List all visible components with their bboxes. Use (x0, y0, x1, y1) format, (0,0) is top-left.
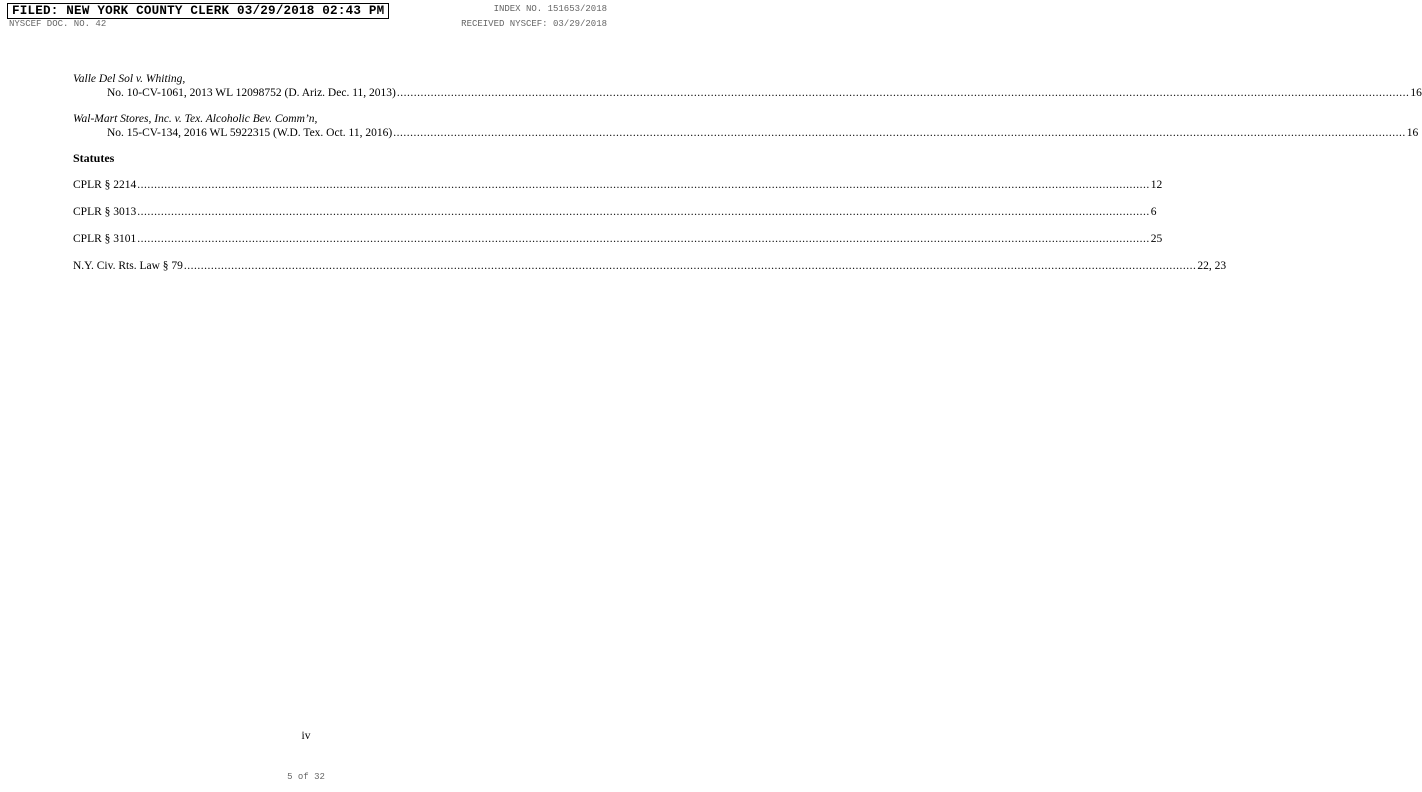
statute-name: N.Y. Civ. Rts. Law § 79 (73, 260, 183, 272)
statute-entry (73, 178, 1163, 192)
dot-leader: ............................................................................................................................................................................................................................................................................................................ (393, 127, 1406, 139)
case-name: Valle Del Sol v. Whiting, (73, 73, 186, 85)
page-number-roman: iv (301, 730, 311, 742)
page-reference: 22, 23 (1197, 260, 1227, 272)
page-reference: 25 (1150, 233, 1163, 245)
page-reference: 6 (1150, 206, 1157, 218)
statute-entry (73, 259, 1227, 273)
page-reference: 16 (1406, 127, 1419, 139)
page-reference: 16 (1410, 87, 1422, 99)
dot-leader: ............................................................................................................................................................................................................................................................................................................ (137, 179, 1150, 191)
statute-row (73, 178, 1163, 192)
dot-leader: ............................................................................................................................................................................................................................................................................................................ (137, 206, 1150, 218)
statute-entry (73, 205, 1157, 219)
index-number: INDEX NO. 151653/2018 (493, 4, 607, 14)
statute-row (73, 259, 1227, 273)
statute-row (73, 232, 1163, 246)
statute-row (73, 205, 1157, 219)
dot-leader: ............................................................................................................................................................................................................................................................................................................ (396, 87, 1410, 99)
statute-name: CPLR § 3101 (73, 233, 137, 245)
case-name: Wal-Mart Stores, Inc. v. Tex. Alcoholic Bev. Comm’n, (73, 113, 318, 125)
doc-number: NYSCEF DOC. NO. 42 (9, 19, 107, 29)
page-reference: 12 (1150, 179, 1163, 191)
received-date: RECEIVED NYSCEF: 03/29/2018 (461, 19, 607, 29)
case-entry (73, 112, 1419, 140)
dot-leader: ............................................................................................................................................................................................................................................................................................................ (137, 233, 1150, 245)
case-entry (73, 72, 1422, 100)
filed-stamp: FILED: NEW YORK COUNTY CLERK 03/29/2018 02:43 PM (7, 3, 389, 19)
section-heading-statutes: Statutes (73, 151, 115, 165)
page-count: 5 of 32 (287, 772, 325, 782)
case-citation: No. 10-CV-1061, 2013 WL 12098752 (D. Ariz. Dec. 11, 2013) (107, 87, 396, 99)
statute-name: CPLR § 2214 (73, 179, 137, 191)
statute-entry (73, 232, 1163, 246)
case-citation-row (73, 126, 1419, 140)
dot-leader: ............................................................................................................................................................................................................................................................................................................ (183, 260, 1197, 272)
statute-name: CPLR § 3013 (73, 206, 137, 218)
case-citation: No. 15-CV-134, 2016 WL 5922315 (W.D. Tex. Oct. 11, 2016) (107, 127, 393, 139)
case-citation-row (73, 86, 1422, 100)
